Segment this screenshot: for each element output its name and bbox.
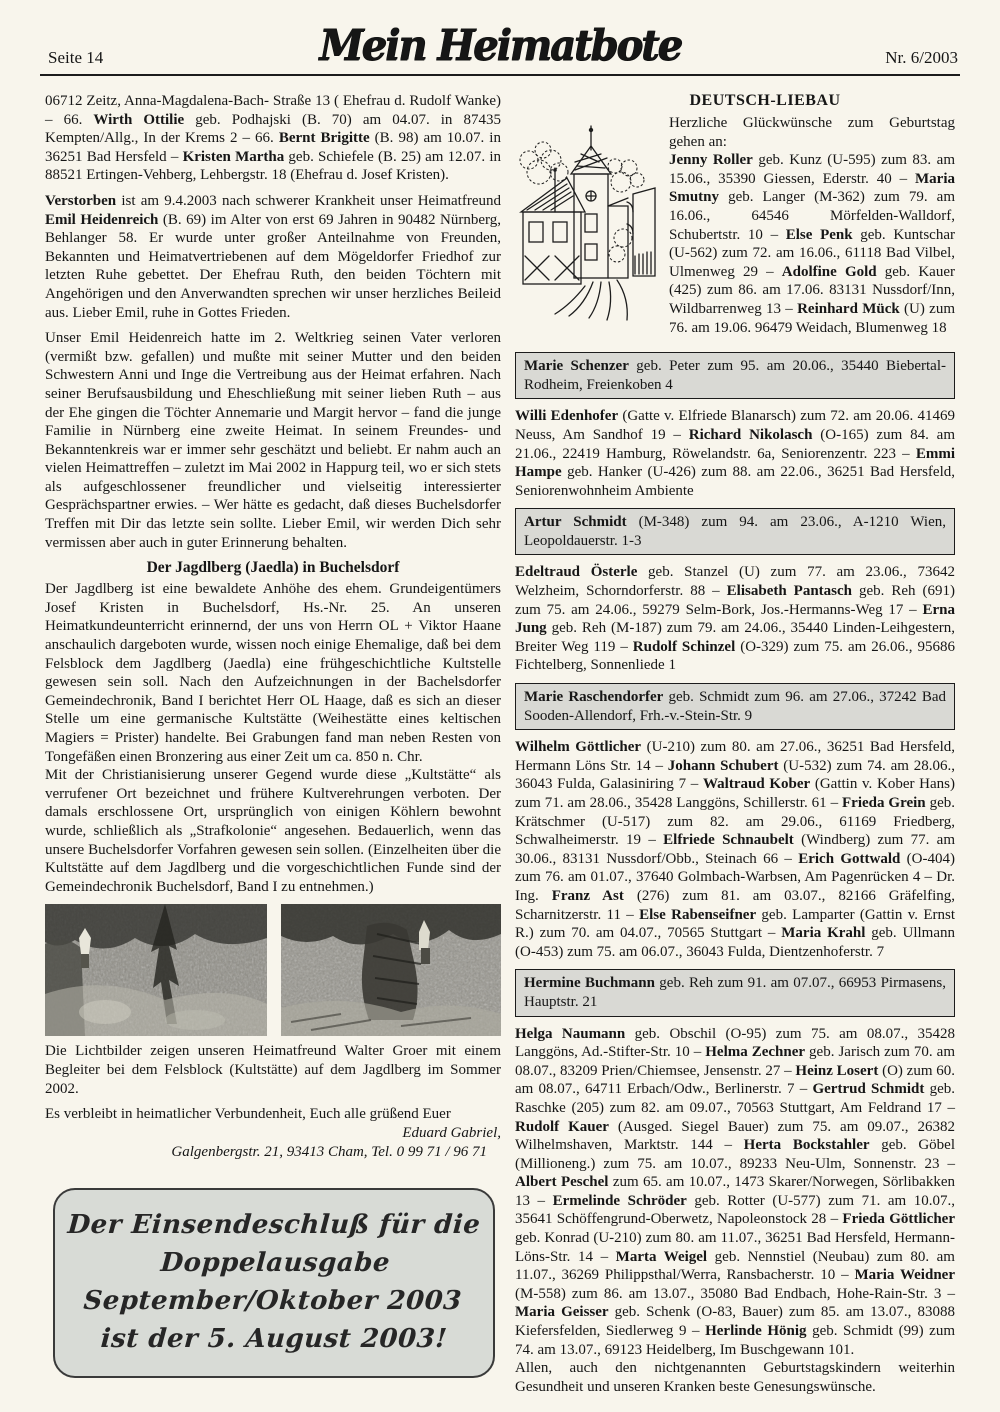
birthday-list-july-1: Wilhelm Göttlicher (U-210) zum 80. am 27.06., 36251 Bad Hersfeld, Hermann Löns Str. 14 – Johann Schubert (U-532) zum 74. am 28.06., 36043 Fulda, Galasiniring 7 – Waltraud Kober (Gattin v. Kober Hans) zum 71. am 28.06., 35428 Langgöns, Schillerstr. 61 – Frieda Grein geb. Krätschmer (U-517) zum 82. am 29.06., 61169 Friedberg, Schwalheimerstr. 19 – Elfriede Schnaubelt (Windberg) zum 77. am 30.06., 83131 Nussdorf/Obb., Steinach 66 – Erich Gottwald (O-404) zum 76. am 01.07., 37640 Golmbach-Warbsen, Am Pagenrücken 4 – Dr. Ing. Franz Ast (276) zum 81. am 03.07., 82166 Gräfelfing, Scharnitzerstr. 11 – Else Rabenseifner geb. Lamparter (Gattin v. Ernst R.) zum 70. am 04.07., 70565 Stuttgart – Maria Krahl geb. Ullmann (O-453) zum 75. am 06.07., 36043 Fulda, Dientzenhoferstr. 7: [515, 739, 956, 960]
birthday-intro: Herzliche Glückwünsche zum Geburtstag gehen an:: [669, 115, 955, 150]
photo-jagdlberg-right: [281, 904, 501, 1036]
highlight-box-schmidt: Artur Schmidt (M-348) zum 94. am 23.06., A-1210 Wien, Leopoldauerstr. 1-3: [515, 508, 955, 555]
jagdlberg-heading: Der Jagdlberg (Jaedla) in Buchelsdorf: [146, 559, 400, 577]
right-column: [515, 92, 955, 1403]
obituary-memorial-paragraph: Unser Emil Heidenreich hatte im 2. Weltkrieg seinen Vater verloren (vermißt bzw. gefallen) und mußte mit seiner Mutter und den beiden Schwestern Anni und Inge die Vertreibung aus der Heimat erfahren. Nach seiner Berufsausbildung und Eheschließung mit seiner lieben Ruth – aus der Ehe gingen die Töchter Annemarie und Margit hervor – fand die junge Familie in Nürnberg eine zweite Heimat. In seinem Freundes- und Bekanntenkreis war er immer sehr geschätzt und beliebt. Er nahm auch an vielen Heimattreffen – zuletzt im Mai 2002 in Happurg teil, wo er sich stets als aufgeschlossener freundlicher und vielseitig interessierter Gesprächspartner erwies. – Wer hätte es gedacht, daß dieses Buchelsdorfer Treffen mit Dir das letzte sein sollte. Lieber Emil, wir werden Dich sehr vermissen aber auch in guter Erinnerung behalten.: [45, 330, 501, 551]
highlight-box-schenzer: Marie Schenzer geb. Peter zum 95. am 20.06., 35440 Biebertal-Rodheim, Freienkoben 4: [515, 352, 955, 399]
content-columns: [0, 76, 1000, 1403]
issue-number-label: Nr. 6/2003: [885, 48, 958, 67]
jagdlberg-paragraph-2: Mit der Christianisierung unserer Gegend wurde diese „Kultstätte“ als verrufener Ort bezeichnet und frühere Kultverehrungen verboten. Der damals erschlossene Ort, ursprünglich von einigen Köhlern bewohnt wurde, schließlich als „Strafkolonie“ angesehen. Bedauerlich, wenn das unsere Buchelsdorfer Vorfahren gewesen sein sollen. (Einzelheiten über die Kultstätte auf dem Jagdlberg und die vorgeschichtlichen Funde sind der Gemeindechronik Buchelsdorf, Band I zu entnehmen.): [45, 767, 501, 895]
birthday-list-june-1: Jenny Roller geb. Kunz (U-595) zum 83. am 15.06., 35390 Giessen, Ederstr. 40 – Maria Smutny geb. Langer (M-362) zum 79. am 16.06., 64546 Mörfelden-Walldorf, Schubertstr. 10 – Else Penk geb. Kuntschar (U-562) zum 72. am 16.06., 61118 Bad Vilbel, Ulmenweg 29 – Adolfine Gold geb. Kauer (425) zum 86. am 17.06. 83131 Nussdorf/Inn, Wildbarrenweg 13 – Reinhard Mück (U) zum 76. am 19.06. 96479 Weidach, Blumenweg 18: [669, 152, 956, 336]
photo-row: [45, 904, 501, 1036]
deutsch-liebau-heading: DEUTSCH-LIEBAU: [689, 92, 841, 109]
photo-caption: Die Lichtbilder zeigen unseren Heimatfreund Walter Groer mit einem Begleiter bei dem Felsblock (Kultstätte) auf dem Jagdlberg im Sommer 2002.: [45, 1043, 501, 1097]
page-header: [40, 0, 960, 76]
left-column: [45, 92, 501, 1403]
deadline-announcement-box: [53, 1188, 495, 1378]
deadline-line-3: ist der 5. August 2003!: [99, 1323, 449, 1354]
signature-name: Eduard Gabriel,: [402, 1124, 501, 1141]
masthead-title: Mein Heimatbote: [319, 20, 681, 71]
deadline-line-2: Doppelausgabe September/Oktober 2003: [82, 1247, 463, 1316]
church-illustration: [515, 116, 657, 322]
deadline-line-1: Der Einsendeschluß für die: [66, 1209, 482, 1240]
closing-paragraph: Allen, auch den nichtgenannten Geburtstagskindern weiterhin Gesundheit und unseren Kranken beste Genesungswünsche.: [515, 1360, 955, 1395]
obituary-address-paragraph: 06712 Zeitz, Anna-Magdalena-Bach- Straße 13 ( Ehefrau d. Rudolf Wanke) – 66. Wirth Ottilie geb. Podhajski (B. 70) am 04.07. in 87435 Kempten/Allg., In der Krems 2 – 66. Bernt Brigitte (B. 98) am 10.07. in 36251 Bad Hersfeld – Kristen Martha geb. Schiefele (B. 25) am 12.07. in 88521 Ertingen-Vehberg, Lehbergstr. 18 (Ehefrau d. Josef Kristen).: [45, 93, 502, 184]
highlight-box-raschendorfer: Marie Raschendorfer geb. Schmidt zum 96. am 27.06., 37242 Bad Sooden-Allendorf, Frh.-v.-Stein-Str. 9: [515, 683, 955, 730]
signature-address: Galgenbergstr. 21, 93413 Cham, Tel. 0 99 71 / 96 71: [171, 1143, 487, 1160]
page-number-label: Seite 14: [48, 48, 104, 67]
signoff-line: Es verbleibt in heimatlicher Verbundenheit, Euch alle grüßend Euer: [45, 1106, 451, 1123]
highlight-box-buchmann: Hermine Buchmann geb. Reh zum 91. am 07.07., 66953 Pirmasens, Hauptstr. 21: [515, 969, 955, 1016]
birthday-list-july-2: Helga Naumann geb. Obschil (O-95) zum 75. am 08.07., 35428 Langgöns, Ad.-Stifter-Str. 10 – Helma Zechner geb. Jarisch zum 70. am 08.07., 83209 Prien/Chiemsee, Jensenstr. 27 – Heinz Losert (O) zum 60. am 08.07., 64711 Erbach/Odw., Berlinerstr. 7 – Gertrud Schmidt geb. Raschke (205) zum 82. am 09.07., 70563 Stuttgart, Am Feldrand 17 – Rudolf Kauer (Ausged. Siegel Bauer) zum 75. am 09.07., 26382 Wilhelmshaven, Marktstr. 144 – Herta Bockstahler geb. Göbel (Millioneng.) zum 75. am 10.07., 89233 Neu-Ulm, Sonnenstr. 23 – Albert Peschel zum 65. am 10.07., 1473 Skarer/Norwegen, Sörlibakken 13 – Ermelinde Schröder geb. Rotter (U-577) zum 71. am 10.07., 35641 Schöffengrund-Oberwetz, Napoleonstock 28 – Frieda Göttlicher geb. Konrad (U-210) zum 80. am 11.07., 36251 Bad Hersfeld, Hermann-Löns-Str. 14 – Marta Weigel geb. Nennstiel (Neubau) zum 80. am 11.07., 36269 Philippsthal/Werra, Ransbacherstr. 10 – Maria Weidner (M-558) zum 86. am 13.07., 35080 Bad Endbach, Hohe-Rain-Str. 3 – Maria Geisser geb. Schenk (O-83, Bauer) zum 85. am 13.07., 83088 Kiefersfelden, Siedlerweg 9 – Herlinde Hönig geb. Schmidt (99) zum 74. am 13.07., 69123 Heidelberg, Im Buschgewann 101.: [515, 1025, 956, 1358]
birthday-list-june-3: Edeltraud Österle geb. Stanzel (U) zum 77. am 23.06., 73642 Welzheim, Schorndorferstr. 88 – Elisabeth Pantasch geb. Reh (691) zum 75. am 24.06., 59279 Selm-Bork, Jos.-Hermanns-Weg 17 – Erna Jung geb. Reh (M-187) zum 79. am 24.06., 35440 Linden-Leihgestern, Breiter Weg 119 – Rudolf Schinzel (O-329) zum 75. am 26.06., 95686 Fichtelberg, Sonnenliede 1: [515, 564, 956, 674]
birthday-list-june-2: Willi Edenhofer (Gatte v. Elfriede Blanarsch) zum 72. am 20.06. 41469 Neuss, Am Sandhof 19 – Richard Nikolasch (O-165) zum 84. am 21.06., 22419 Hamburg, Röwelandstr. 6a, Seniorenzentr. 223 – Emmi Hampe geb. Hanker (U-426) zum 88. am 22.06., 36251 Bad Hersfeld, Seniorenwohnheim Ambiente: [515, 408, 955, 499]
obituary-announcement-paragraph: Verstorben ist am 9.4.2003 nach schwerer Krankheit unser Heimatfreund Emil Heidenreich (B. 69) im Alter von erst 69 Jahren in 90482 Nürnberg, Behlanger 58. Er wurde unter großer Anteilnahme von Freunden, Bekannten und Heimatvertriebenen auf dem Mögeldorfer Friedhof zur letzten Ruhe gebettet. Der Ehefrau Ruth, den beiden Töchtern mit Angehörigen und den Anverwandten sprechen wir unser herzliches Beileid aus. Lieber Emil, ruhe in Gottes Frieden.: [45, 192, 501, 321]
jagdlberg-paragraph-1: Der Jagdlberg ist eine bewaldete Anhöhe des ehem. Grundeigentümers Josef Kristen in Buchelsdorf, Hs.-Nr. 25. An unseren Heimatkundeunterricht erinnernd, der uns von Herrn OL + Viktor Haane anschaulich dargeboten wurde, wissen noch einige Ehemalige, daß bei dem Felsblock dem Jagdlberg (Jaedla) eine frühgeschichtliche Kultstelle gewesen sein soll. Nach den Aufzeichnungen in der Bachelsdorfer Gemeindechronik, Band I berichtet Herr OL Haage, daß es sich an dieser Stelle um eine germanische Kultstätte (Weihestätte eines keltischen Magiers = Prister) handelte. Bei Grabungen fand man neben Resten von Tongefäßen einen Bronzering aus einer Zeit um ca. 850 n. Chr.: [45, 581, 501, 765]
photo-jagdlberg-left: [45, 904, 267, 1036]
